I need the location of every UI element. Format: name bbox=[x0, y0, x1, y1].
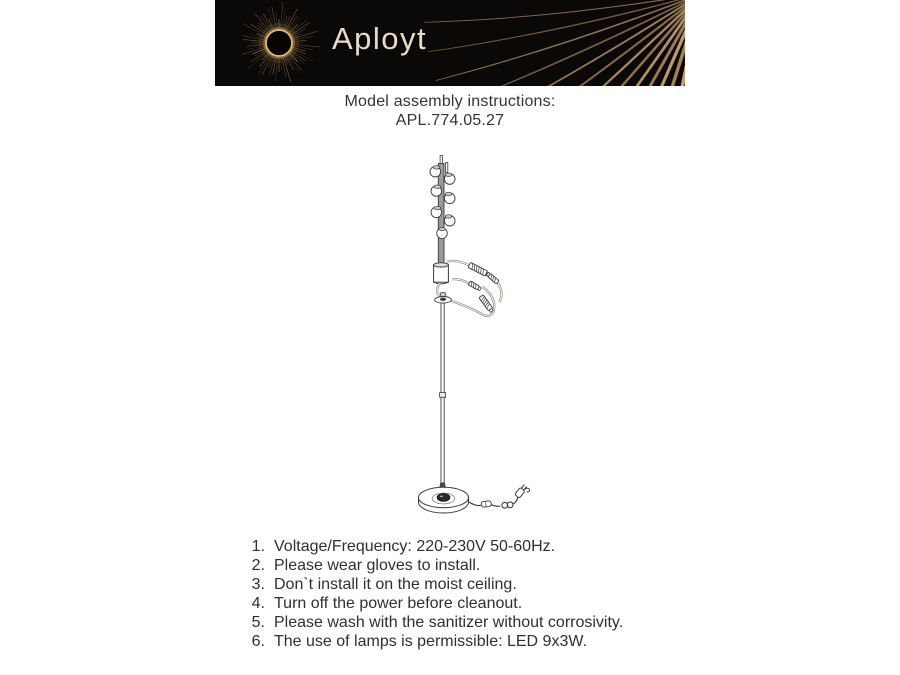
brand-banner bbox=[215, 0, 685, 86]
instruction-number: 3. bbox=[251, 576, 265, 593]
instructions-list bbox=[244, 537, 623, 651]
instruction-item bbox=[244, 556, 623, 575]
instruction-text: Turn off the power before cleanout. bbox=[274, 595, 523, 612]
lamp-head-sphere bbox=[444, 215, 455, 226]
cord-coil bbox=[502, 502, 513, 508]
instruction-number: 4. bbox=[251, 595, 265, 612]
instruction-text: Voltage/Frequency: 220-230V 50-60Hz. bbox=[274, 538, 556, 555]
instruction-number: 2. bbox=[251, 557, 265, 574]
wire-connector bbox=[486, 272, 499, 284]
instruction-item bbox=[244, 575, 623, 594]
lamp-head-sphere bbox=[430, 166, 441, 177]
instruction-text: Please wear gloves to install. bbox=[274, 557, 481, 574]
title-block bbox=[0, 92, 900, 130]
wire-connector bbox=[468, 281, 481, 291]
instruction-text: Please wash with the sanitizer without corrosivity. bbox=[274, 614, 624, 631]
lamp-head-sphere bbox=[431, 206, 442, 217]
instruction-number: 5. bbox=[251, 614, 265, 631]
instruction-text: Don`t install it on the moist ceiling. bbox=[274, 576, 517, 593]
instruction-text: The use of lamps is permissible: LED 9x3W. bbox=[274, 633, 588, 650]
sheet-title: Model assembly instructions: bbox=[344, 93, 556, 110]
instruction-item bbox=[244, 537, 623, 556]
instruction-item bbox=[244, 594, 623, 613]
power-cord bbox=[468, 484, 529, 508]
plug-icon bbox=[515, 484, 528, 498]
model-number: APL.774.05.27 bbox=[395, 112, 505, 129]
instruction-number: 1. bbox=[251, 538, 265, 555]
lamp-head-sphere bbox=[437, 227, 448, 238]
pole-coupler bbox=[440, 393, 446, 398]
lamp-base bbox=[419, 487, 469, 513]
instruction-number: 6. bbox=[251, 633, 265, 650]
canopy-cylinder bbox=[434, 263, 449, 284]
lamp-head-sphere bbox=[431, 185, 442, 196]
banner-art bbox=[215, 0, 685, 86]
lamp-head-sphere bbox=[444, 173, 455, 184]
brand-name: Aployt bbox=[332, 21, 428, 56]
instruction-item bbox=[244, 613, 623, 632]
instruction-item bbox=[244, 632, 623, 651]
lamp-diagram bbox=[395, 148, 545, 523]
rays-fan-icon bbox=[423, 0, 685, 86]
inline-switch bbox=[481, 501, 492, 508]
sunburst-core bbox=[262, 26, 297, 61]
side-rod bbox=[446, 163, 448, 173]
lamp-head-sphere bbox=[444, 192, 455, 203]
